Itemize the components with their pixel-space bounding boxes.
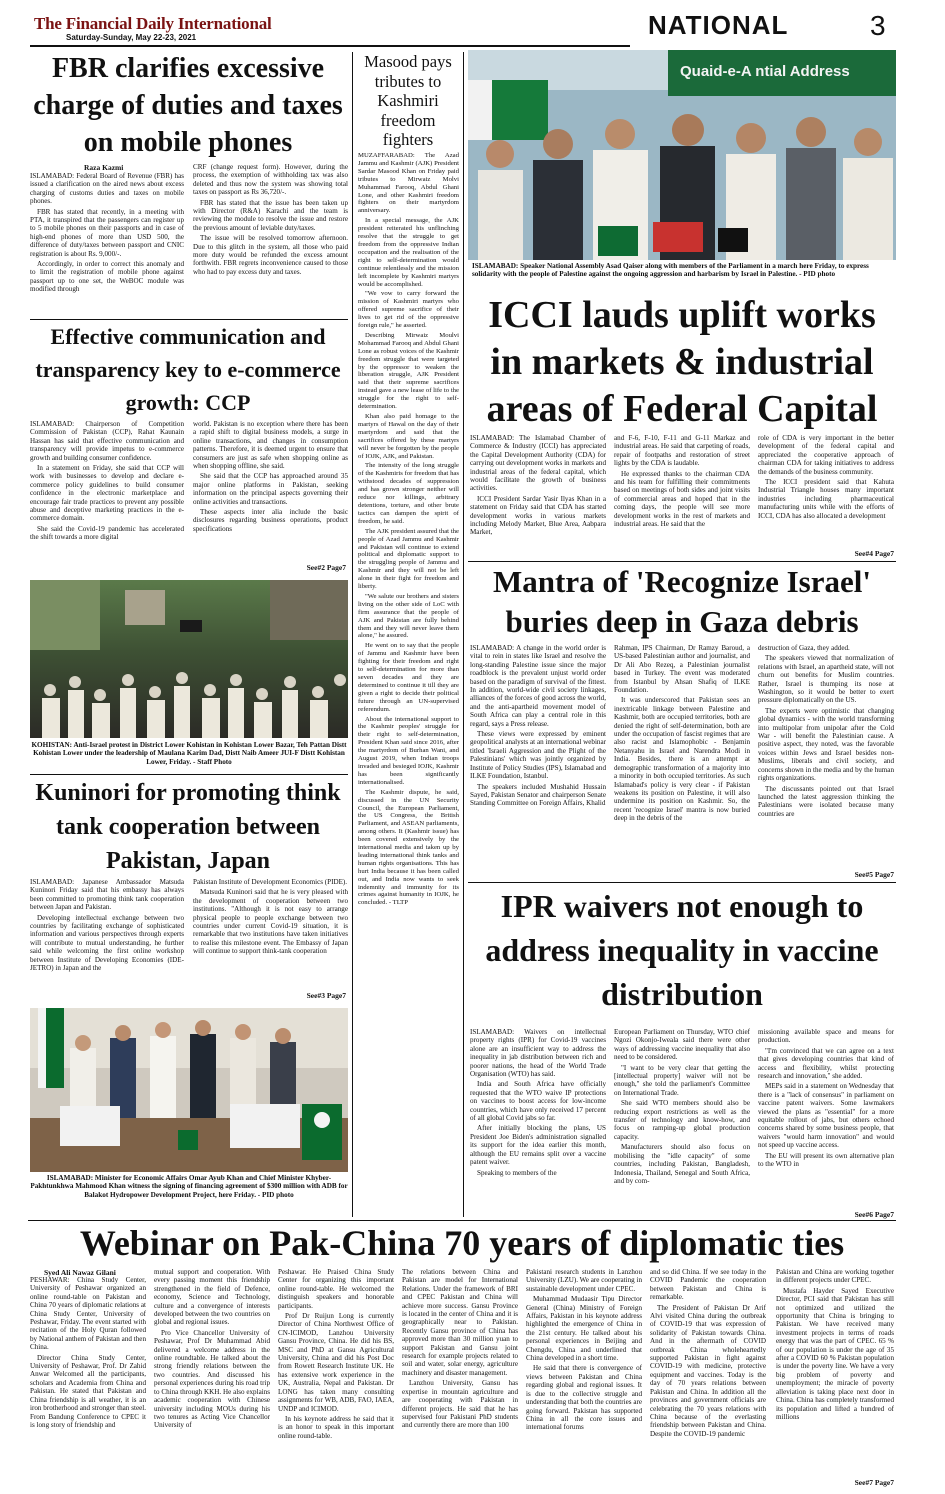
icci-column-2: and F-6, F-10, F-11 and G-11 Markaz and industrial areas. He said that carpeting of roads, repair of footpaths and restoration of street lights by the CDA is laudable. He expressed thanks to the chairman CDA and his team for fulfilling their commitments based on meetings of both sides and joint visits of commercial areas and hoped that in the coming days, the people will see more development works in the rest of markets and industrial areas. He said that the xyxy=(614,434,750,529)
webinar-column-2: mutual support and cooperation. With every passing moment this friendship strengthened in the field of Defence, economy, Science and Technology, culture and a convergence of interests developed between the two countries on global and regional issues. Pro Vice Chancellor University of Peshawar, Prof Dr Muhammad Abid delivered a welcome address in the online roundtable. He talked about the strong friendly relations between the two countries. And discussed his personal experiences during his road trip to China through KKH. He also explains academic cooperation with Chinese university including MOUs during his two tenures as Acting Vice Chancellor University of xyxy=(154,1268,270,1430)
masthead xyxy=(0,0,945,48)
section-name: NATIONAL xyxy=(648,10,789,40)
mantra-column-3: destruction of Gaza, they added. The speakers viewed that normalization of relations with Israel, an apartheid state, will not churn out benefits for Muslim countries. Rather, Israel is thumping its nose at Washington, so it would be better to exert pressure diplomatically on the US. The experts were optimistic that changing global dynamics - with the world transforming into multipolar from unipolar after the Cold War - will benefit the Palestinian cause. A positive aspect, they noted, was the favorable voices within Jews and Israel besides non-Muslims, liberals and civil society, and concerns shown in the media and by the human rights organizations. The discussants pointed out that Israel launched the latest aggression thinking the Palestinians were isolated because many countries are xyxy=(758,644,894,818)
adb-caption: ISLAMABAD: Minister for Economic Affairs Omar Ayub Khan and Chief Minister Khyber-Pakhtunkhwa Mahmood Khan witness the signing of financing agreement of $300 million with ADB for Balakot Hydropower Development Project, here Friday. - PID photo xyxy=(30,1174,348,1199)
webinar-column-1: PESHAWAR: China Study Center, University of Peshawar organized an online round-table on Pakistan and China 70 years of diplomatic relations at China Study Center, University of Peshawar, Friday. The event started with recitation of the Holy Quran followed by National anthem of Pakistan and then China. Director China Study Center, University of Peshawar, Prof. Dr Zahid Anwar Welcomed all the participants, scholars and Academia from China and Pakistan. He stated that Pakistan and China friendship is all weather, it is an iron brotherhood and stronger than steel. From Bandung Conference to CPEC it is long story of friendship and xyxy=(30,1276,146,1429)
crowd-image xyxy=(30,580,348,738)
banner-text: Quaid-e-A ntial Address xyxy=(680,63,850,80)
ccp-column-1: ISLAMABAD: Chairperson of Competition Commission of Pakistan (CCP), Rahat Kaunain Hassan has said that effective communication and transparency will provide impetus to e-commerce growth and building consumer confidence. In a statement on Friday, she said that CCP will work with businesses to develop and declare e-commerce policy guidelines to build consumer confidence in the electronic marketplace and encourage fair trade practices to prevent any possible abuse and deceptive marketing practices in the e-commerce domain. She said the Covid-19 pandemic has accelerated the shift towards a more digital xyxy=(30,420,184,542)
icci-headline: ICCI lauds uplift works in markets & industrial areas of Federal Capital xyxy=(486,294,878,430)
masood-left-rule xyxy=(352,52,353,1217)
issue-date: Saturday-Sunday, May 22-23, 2021 xyxy=(66,33,197,42)
webinar-column-3: Peshawar. He Praised China Study Center for organizing this important online round-table. He welcomed the distinguish speakers and honorable participants. Prof Dr Ruijun Long is currently Director of China Northwest Office of CN-ICIMOD, Lanzhou University Gansu Province, China. He did his BS, MSC and PhD at Gansu Agricultural University, China and did his Post Doc from Rowett Research Institute UK. He has extensive work experience in the UK, Australia, Nepal and Pakistan. Dr LONG has taken many consulting assignments for WB, ADB, FAO, IAEA, UNDP and ICIMOD. In his keynote address he said that it is an honor to speak in this important online round-table. xyxy=(278,1268,394,1440)
fbr-headline: FBR clarifies excessive charge of duties and taxes on mobile phones xyxy=(33,53,343,158)
parliament-march-caption: ISLAMABAD: Speaker National Assembly Asad Qaiser along with members of the Parliament in a march here Friday, to express solidarity with the people of Palestine against the ongoing aggression and harbarism by Israel in Palestine. - PID photo xyxy=(472,262,869,279)
mantra-headline: Mantra of 'Recognize Israel' buries deep in Gaza debris xyxy=(493,564,871,639)
webinar-column-5: Pakistani research students in Lanzhou University (LZU). We are cooperating in sustainable development under CPEC. Muhammad Mudaasir Tipu Director General (China) Ministry of Foreign Affairs, Pakistan in his keynote address highlighted the emergence of China in the 21st century. He talked about his personal experiences in Beijing and Chengdu, China and underlined that China developed in a short time. He said that there is convergence of views between Pakistan and China regarding global and regional issues. It is due to the collective struggle and understanding that both the countries are going forward. Pakistan has supported China in all the core issues and international forums xyxy=(526,1268,642,1432)
masood-headline: Masood pays tributes to Kashmiri freedom fighters xyxy=(364,52,452,149)
ipr-headline: IPR waivers not enough to address inequality in vaccine distribution xyxy=(485,888,879,1012)
webinar-byline: Syed Ali Nawaz Gilani xyxy=(44,1268,116,1277)
kohistan-caption: KOHISTAN: Anti-Israel protest in District Lower Kohistan in Kohistan Lower Bazar, Teh Pattan Distt Kohistan Lower under the leadership of Maulana Karim Dad, Distt Naib Ameer JUI-F Distt Kohistan Lower, Friday. - Staff Photo xyxy=(31,741,347,766)
ccp-column-2: world. Pakistan is no exception where there has been a rapid shift to digital business models, a surge in online transactions, and changes in consumption patterns. Therefore, it is deemed urgent to ensure that consumers are just as safe when shopping online as when shopping offline, she said. She said that the CCP has approached around 35 major online platforms in Pakistan, seeking information on the principal aspects governing their online activities and transactions. These aspects inter alia include the basic disclosures regarding business operations, product specifications xyxy=(193,420,348,533)
page-number: 3 xyxy=(870,10,886,41)
webinar-column-4: The relations between China and Pakistan are model for International Relations. Under the framework of BRI and CPEC Pakistan and China will achieve more success. Gansu Province is located in the center of China and it is geographically near to Pakistan. Recently Gansu province of China has approved more than 30 million yuan to support Pakistan and Gansu joint research for example projects related to soil and water, solar energy, agriculture machinery and disaster management. Lanzhou University, Gansu has expertise in mountain agriculture and are cooperating with Pakistan in different projects. He said that he has supervised four Pakistani PhD students and currently there are more than 100 xyxy=(402,1268,518,1430)
kohistan-protest-photo xyxy=(30,580,348,738)
kuninori-column-2: Pakistan Institute of Development Economics (PIDE). Matsuda Kuninori said that he is very pleased with the development of cooperation between two institutions. "Although it is not easy to arrange physical people to people exchange between two countries under current Covid-19 situation, it is remarkable that two institutions have taken initiatives to realise this milestone event. The Embassy of Japan will continue to support think-tank cooperation xyxy=(193,878,348,956)
mantra-column-2: Rahman, IPS Chairman, Dr Ramzy Baroud, a US-based Palestinian author and journalist, and Dr Ali Abo Rezeq, a Palestinian journalist based in Turkey. The event was moderated from Istanbul by Ahsan Shafiq of ILKE Foundation. It was underscored that Pakistan sees an inextricable linkage between Palestine and Kashmir, both are occupied territories, both are denied the right of self-determination, both are under the occupation of fascist regimes that are also racist and Islamophobic - Benjamin Netanyahu in Israel and Narendra Modi in India. Besides, there is an attempt at demographic transformation of a majority into a minority in both occupied territories. As such Islamabad's policy is very clear - if Pakistan weakens its position on Palestine, it will also undermine its position on Kashmir. So, the recent 'recognize Israel' mantra is now buried deep in the debris of the xyxy=(614,644,750,823)
paper-name: The Financial Daily International xyxy=(34,14,272,33)
masthead-rule xyxy=(30,45,630,47)
march-image xyxy=(468,50,896,260)
ipr-column-1: ISLAMABAD: Waivers on intellectual property rights (IPR) for Covid-19 vaccines alone are an insufficient way to address the inequality in jab distribution between rich and poorer nations, the head of the World Trade Organisation (WTO) has said. India and South Africa have officially requested that the WTO waive IP protections on vaccines to boost access for low-income countries, which have only received 17 percent of all global Covid jabs so far. After initially blocking the plans, US President Joe Biden's administration signalled its support for the idea earlier this month, although the EU remains split over a vaccine patent waiver. Speaking to members of the xyxy=(470,1028,606,1177)
kohistan-rule xyxy=(30,774,348,775)
kuninori-headline: Kuninori for promoting think tank cooperation between Pakistan, Japan xyxy=(35,780,341,874)
icci-continued: See#4 Page7 xyxy=(854,549,894,558)
kuninori-column-1: ISLAMABAD: Japanese Ambassador Matsuda Kuninori Friday said that his embassy has always been committed to promoting think tank cooperation between Japan and Pakistan. Developing intellectual exchange between two countries by facilitating exchange of sophisticated information and various perspectives through experts will contribute to mutual understanding, he further said while welcoming the first online workshop between Institute of Developing Economies (IDE-JETRO) in Japan and the xyxy=(30,878,184,973)
webinar-continued: See#7 Page7 xyxy=(854,1478,894,1487)
mantra-continued: See#5 Page7 xyxy=(854,870,894,879)
icci-column-1: ISLAMABAD: The Islamabad Chamber of Commerce & Industry (ICCI) has appreciated the Capital Development Authority (CDA) for carrying out development works in markets and industrial areas of the federal capital, which would facilitate the growth of business activities. ICCI President Sardar Yasir Ilyas Khan in a statement on Friday said that CDA has started development works in various markets including Melody Market, Blue Area, Aabpara Market, xyxy=(470,434,606,537)
icci-column-3: role of CDA is very important in the better development of the federal capital and appreciated the cooperative approach of chairman CDA for taking initiatives to address the demands of the business community. The ICCI president said that Kahuta Industrial Triangle houses many important industries including pharmaceutical manufacturing units while with the efforts of ICCI, CDA has also allocated a development xyxy=(758,434,894,520)
masood-right-rule xyxy=(463,52,464,1217)
webinar-column-6: and so did China. If we see today in the COVID Pandemic the cooperation between Pakistan and China is remarkable. The President of Pakistan Dr Arif Alvi visited China during the outbreak of COVID-19 that was expression of solidarity of Pakistan towards China. And in the aftermath of COVID outbreak China wholeheartedly supported Pakistan in fight against COVID-19 with medicine, protective equipment and vaccines. Today is the day of 70 years relations between Pakistan and China. In addition all the provinces and government officials are celebrating the 70 years relations with China because of the everlasting friendship between Pakistan and China. Despite the COVID-19 pandemic xyxy=(650,1268,766,1438)
ipr-continued: See#6 Page7 xyxy=(854,1210,894,1219)
ipr-column-3: missioning available space and means for production. "I'm convinced that we can agree on a text that gives developing countries that kind of access and flexibility, whilst protecting research and innovation," she added. MEPs said in a statement on Wednesday that there is a "lack of consensus" in parliament on vaccine patent waivers. Some lawmakers viewed the plans as "essential" for a more equitable rollout of jabs, but others echoed concerns shared by some business people, that waivers "would harm innovation" and would not speed up vaccine access. The EU will present its own alternative plan to the WTO in xyxy=(758,1028,894,1169)
parliament-march-photo xyxy=(468,50,896,260)
fbr-column-2: CRF (change request form). However, during the process, the exemption of withholding tax was also deleted and thus now the system was showing total taxes on passport as Rs 36,720/-. FBR has stated that the issue has been taken up with Director (R&A) Karachi and the team is reviewing the module to resolve the issue and restore the previous amount of leviable duty/taxes. The issue will be resolved tomorrow afternoon. Due to this glitch in the system, all those who paid more duty would be refunded the excess amount forthwith. FBR regrets inconvenience caused to those who had to pay excess duty and taxes. xyxy=(193,163,348,276)
webinar-headline: Webinar on Pak-China 70 years of diplomatic ties xyxy=(79,1223,845,1263)
ccp-headline: Effective communication and transparency key to e-commerce growth: CCP xyxy=(35,324,341,415)
kuninori-continued: See#3 Page7 xyxy=(306,991,346,1000)
fbr-column-1: ISLAMABAD: Federal Board of Revenue (FBR) has issued a clarification on the aired news about excess charging of customs duties and taxes on mobile phones. FBR has stated that recently, in a meeting with PTA, it transpired that the passengers can register up to 5 mobile phones on their passports and in case of high-end phones of more than USD 500, the difference of duty/taxes between passport and CNIC registration is about Rs. 9,000/-. Accordingly, in order to correct this anomaly and to limit the registration of mobile phone against passport up to one set, the WeBOC module was modified through xyxy=(30,172,184,294)
signing-image xyxy=(30,1008,348,1172)
mantra-rule xyxy=(468,882,896,883)
webinar-column-7: Pakistan and China are working together in different projects under CPEC. Mustafa Hayder Sayed Executive Director, PCI said that Pakistan has still not optimized and utilized the opportunity that China is bringing to Pakistan. We have received many investment projects in terms of roads energy that was the part of CPEC. 65 % of our population is under the age of 35 after a COVID 60 % Pakistan population is under the poverty line. We have a very big problem of poverty and unemployment; the miracle of poverty alleviation is taking place next door in China. China has completely transformed its population and lifted a hundred of millions xyxy=(776,1268,894,1421)
ipr-column-2: European Parliament on Thursday, WTO chief Ngozi Okonjo-Iweala said there were other ways of addressing vaccine inequality that also need to be considered. "I want to be very clear that getting the [intellectual property] waiver will not be enough," she told the parliament's Committee on International Trade. She said WTO members should also be reducing export restrictions as well as the transfer of technology and know-how, and focus on ramping-up global production capacity. Manufacturers should also focus on mobilising the "idle capacity" of some countries, including Pakistan, Bangladesh, Indonesia, Thailand, Senegal and South Africa, and by com- xyxy=(614,1028,750,1185)
fbr-byline: Raza Kazmi xyxy=(84,163,124,172)
adb-signing-photo xyxy=(30,1008,348,1172)
mantra-column-1: ISLAMABAD: A change in the world order is vital to rein in states like Israel and resolve the long-standing Palestine issue since the major roadblock is the prevalent unjust world order based on the paradigm of survival of the fittest. In addition, world-wide civil society linkages, alliances of the forces of good across the world, and the anti-apartheid movement model of South Africa can play a central role in this regard, says a Press release. These views were expressed by eminent geopolitical analysts at an international webinar titled 'Israeli Aggression and the Plight of the Palestinians' which was jointly organized by Institute of Policy Studies (IPS), Islamabad and ILKE Foundation, Istanbul. The speakers included Mushahid Hussain Sayed, Pakistan Senator and chairperson Senate Standing Committee on Foreign Affairs, Khalid xyxy=(470,644,606,808)
masood-column: MUZAFFARABAD: The Azad Jammu and Kashmir (AJK) President Sardar Masood Khan on Friday paid tributes to Mirwaiz Molvi Muhammad Farooq, Abdul Ghani Lone, and other Kashmiri freedom fighters on their martyrdom anniversary. In a special message, the AJK president reiterated his unflinching resolve that the struggle to get freedom from the oppressive Indian occupation and the realisation of the right to self-determination would continue relentlessly and the mission left incomplete by Kashmiri martyrs would be accomplished. "We vow to carry forward the mission of Kashmiri martyrs who offered supreme sacrifice of their lives to get rid of the oppressive foreign rule," he asserted. Describing Mirwaiz Moulvi Mohammad Farooq and Abdul Ghani Lone as robust voices of the Kashmir freedom struggle that were targeted by the oppressor to weaken the liberation struggle, AJK President said that their supreme sacrifices instead gave a new lease of life to the struggle for the right to self-determination. Khan also paid homage to the martyrs of Hawal on the day of their martyrdom and said that the sacrifices offered by these martyrs will never be forgotten by the people of IOJK, AJK, and Pakistan. The intensity of the long struggle of the Kashmiris for freedom that has withstood decades of suppression and has grown stronger neither will reduce nor killings, arbitrary detentions, torture, and other brute tactics can dampen the spirit of freedom, he said. The AJK president assured that the people of Azad Jammu and Kashmir and Pakistan will continue to extend political and diplomatic support to the struggling people of Jammu and Kashmir and they will not be left alone in their fight for freedom and liberty. "We salute our brothers and sisters living on the other side of LoC with firm assurance that the people of AJK and Pakistan are fully behind them and they will never leave them alone," he assured. He went on to say that the people of Jammu and Kashmir have been fighting for their freedom and right to self-determination for more than seven decades and they are determined to continue it till they are given a right to decide their political future through an UN-supervised referendum. About the international support to the Kashmir peoples' struggle for their right to self-determination, President Khan said since 2016, after the martyrdom of Burhan Wani, and August 2019, when Indian troops invaded and besieged IOJK, Kashmir has been significantly internationalised. The Kashmir dispute, he said, discussed in the UN Security Council, the European Parliament, the US Congress, the British Parliament, and ASEAN parliaments, among others. It (Kashmir issue) has been covered extensively by the international media and taken up by leading international think tanks and human rights organisations. This has hurt India because it has been called out, and India now wants to seek indemnity and immunity for its crimes against humanity in IOJK, he concluded. - TLTP xyxy=(358,152,459,907)
ccp-continued: See#2 Page7 xyxy=(306,563,346,572)
